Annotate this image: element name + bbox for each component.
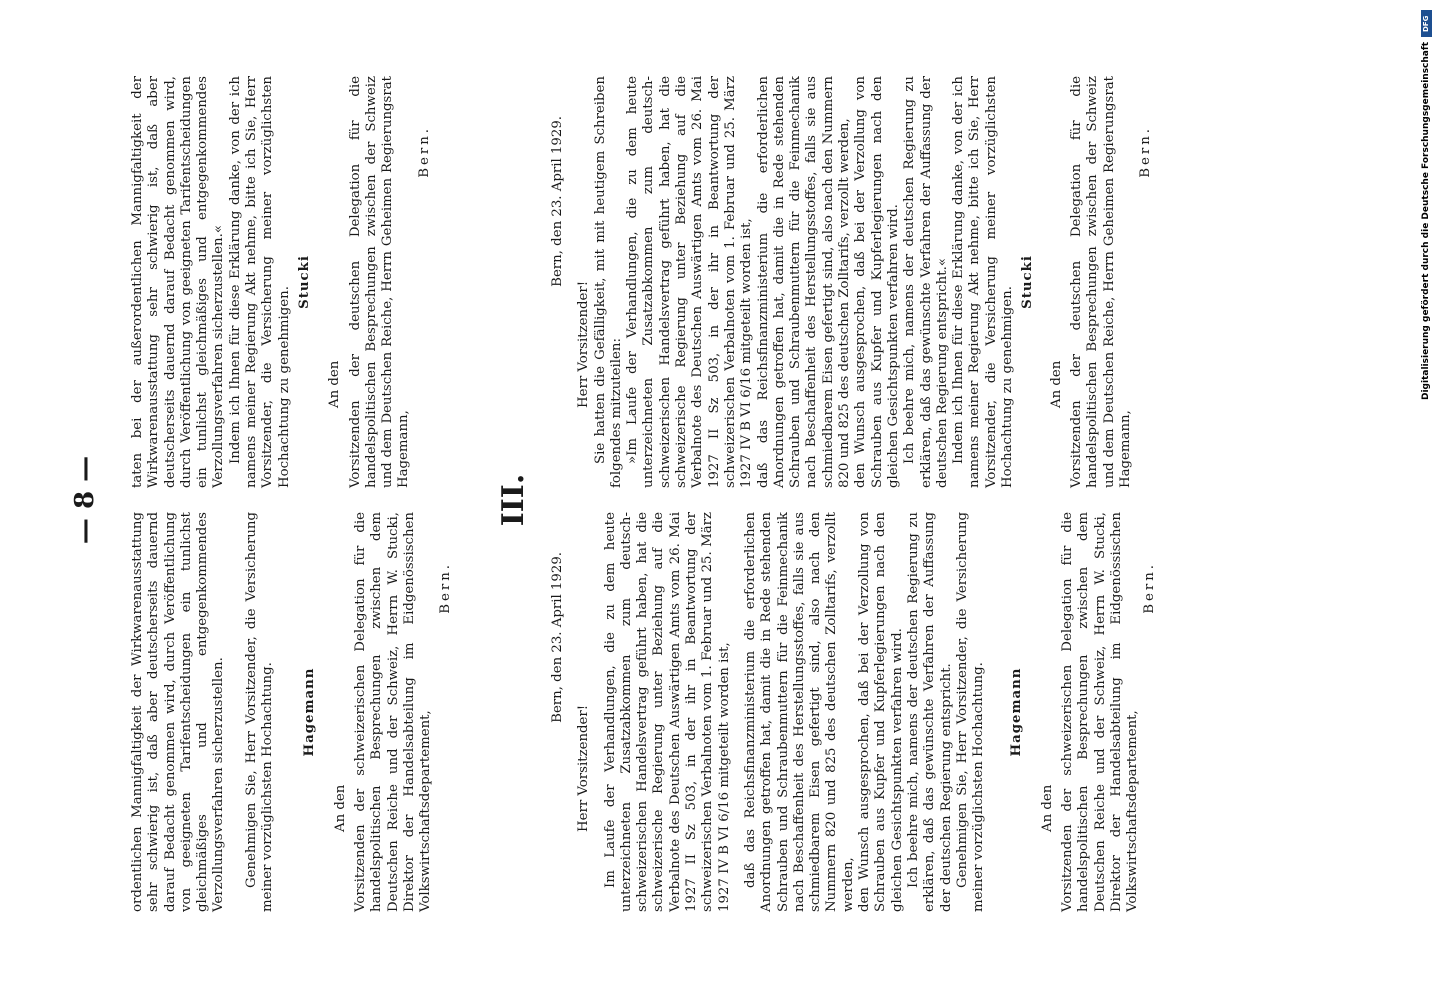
right-section2-city: Bern. [1138,126,1154,178]
left-section2-closing: Genehmigen Sie, Herr Vorsitzender, die Versicherung meiner vorzüglichsten Hochachtung. [954,512,987,912]
right-section2-body: Sie hatten die Gefälligkeit, mit mit heutigem Schreiben folgendes mitzuteilen: [592,76,624,488]
left-section1-block [130,512,455,912]
right-section1-block [130,76,433,488]
left-section2-body: Im Laufe der Verhandlungen, die zu dem heute unterzeichneten Zusatzabkommen zum deutsch-schweizerischen Handelsvertrag geführt haben, hat die schweizerische Regierung unter Beziehung auf die Verbalnote des Deutschen Auswärtigen Amts vom 26. Mai 1927 II Sz 503, in der ihr in Beantwortung der schweizerischen Verbalnoten vom 1. Februar und 25. März 1927 IV B VI 6/16 mitgeteilt worden ist, [602,512,732,912]
right-section1-signature: Stucki [296,255,312,309]
left-section2-signature: Hagemann [1009,667,1025,757]
right-section2-addressee: Vorsitzenden der deutschen Delegation für die handelspolitischen Besprechungen zwischen der Schweiz und dem Deutschen Reiche, Herrn Geheimen Regierungsrat Hagemann, [1068,76,1133,488]
left-section2-body2: daß das Reichsfinanzministerium die erforderlichen Anordnungen getroffen hat, damit die in Rede stehenden Schrauben und Schraubenmuttern für die Feinmechanik nach Beschaffenheit des Herstellungsstoffes, falls sie aus schmiedbarem Eisen gefertigt sind, also nach den Nummern 820 und 825 des deutschen Zolltarifs, verzollt werden, [742,512,856,912]
right-section2-block [550,76,1154,488]
right-section1-addressee: Vorsitzenden der deutschen Delegation für die handelspolitischen Besprechungen zwischen der Schweiz und dem Deutschen Reiche, Herrn Geheimen Regierungsrat Hagemann, [347,76,412,488]
left-section1-address-label: An den [332,784,348,832]
left-section1-city: Bern. [438,562,454,614]
right-section2-closing: Indem ich Ihnen für diese Erklärung danke, von der ich namens meiner Regierung Akt nehme, bitte ich Sie, Herr Vorsitzender, die Versicherung meiner vorzüglichsten Hochachtung zu genehmigen. [951,76,1016,488]
right-section1-closing: Indem ich Ihnen für diese Erklärung danke, von der ich namens meiner Regierung Akt nehme, bitte ich Sie, Herr Vorsitzender, die Versicherung meiner vorzüglichsten Hochachtung zu genehmigen. [227,76,292,488]
left-section1-signature: Hagemann [302,667,318,757]
dfg-logo-badge: DFG [1421,10,1432,37]
right-section1-text: taten bei der außerordentlichen Mannigfaltigkeit der Wirkwarenausstattung sehr schwierig ist, daß aber deutscherseits dauernd darauf Bedacht genommen wird, durch Veröffentlichung von geeigneten Tarifentscheidungen ein tunlichst gleichmäßiges und entgegenkommendes Verzollungsverfahren sicherzustellen.« [130,76,227,488]
right-section1-city: Bern. [416,126,432,178]
section-numeral: III. [496,473,531,527]
left-section1-text: ordentlichen Mannigfaltigkeit der Wirkwarenausstattung sehr schwierig ist, daß aber deutscherseits dauernd darauf Bedacht genommen wird, durch Veröffentlichung von geeigneten Tarifentscheidungen ein tunlichst gleichmäßiges und entgegenkommendes Verzollungsverfahren sicherzustellen. [130,512,227,912]
left-section2-body3: den Wunsch ausgesprochen, daß bei der Verzollung von Schrauben aus Kupfer und Kupferlegierungen nach den gleichen Gesichtspunkten verfahren wird. [857,512,905,912]
left-section2-salutation: Herr Vorsitzender! [576,704,592,832]
left-section2-block [550,512,1158,912]
left-section2-dateline: Bern, den 23. April 1929. [550,552,565,723]
page-number: — 8 — [70,455,100,545]
right-section1-address-label: An den [327,360,343,408]
right-section2-dateline: Bern, den 23. April 1929. [550,116,565,287]
right-section2-signature: Stucki [1020,255,1036,309]
right-section2-body4: den Wunsch ausgesprochen, daß bei der Verzollung von Schrauben aus Kupfer und Kupferlegierungen nach den gleichen Gesichtspunkten verfahren wird. [853,76,901,488]
right-section2-body3: daß das Reichsfinanzministerium die erforderlichen Anordnungen getroffen hat, damit die in Rede stehenden Schrauben und Schraubenmuttern für die Feinmechanik nach Beschaffenheit des Herstellungsstoffes, falls sie aus schmiedbarem Eisen gefertigt sind, also nach den Nummern 820 und 825 des deutschen Zolltarifs, verzollt werden, [755,76,853,488]
right-section2-body5: Ich beehre mich, namens der deutschen Regierung zu erklären, daß das gewünschte Verfahren der Auffassung der deutschen Regierung entspricht.« [902,76,950,488]
left-section1-addressee: Vorsitzenden der schweizerischen Delegation für die handelspolitischen Besprechungen zwischen dem Deutschen Reiche und der Schweiz, Herrn W. Stucki, Direktor der Handelsabteilung im Eidgenössischen Volkswirtschaftsdepartement, [352,512,434,912]
right-section2-body2: »Im Laufe der Verhandlungen, die zu dem heute unterzeichneten Zusatzabkommen zum deutsch-schweizerischen Handelsvertrag geführt haben, hat die schweizerische Regierung unter Beziehung auf die Verbalnote des Deutschen Auswärtigen Amts vom 26. Mai 1927 II Sz 503, in der ihr in Beantwortung der schweizerischen Verbalnoten vom 1. Februar und 25. März 1927 IV B VI 6/16 mitgeteilt worden ist, [625,76,755,488]
right-section2-salutation: Herr Vorsitzender! [576,280,592,408]
left-section2-addressee: Vorsitzenden der schweizerischen Delegation für die handelspolitischen Besprechungen zwischen dem Deutschen Reiche und der Schweiz, Herrn W. Stucki, Direktor der Handelsabteilung im Eidgenössischen Volkswirtschaftsdepartement, [1060,512,1141,912]
left-section2-body4: Ich beehre mich, namens der deutschen Regierung zu erklären, daß das gewünschte Verfahren der Auffassung der deutschen Regierung entspricht. [905,512,954,912]
left-section1-closing: Genehmigen Sie, Herr Vorsitzender, die Versicherung meiner vorzüglichsten Hochachtung. [243,512,276,912]
left-section2-city: Bern. [1141,562,1157,614]
left-section2-address-label: An den [1039,784,1055,832]
right-section2-address-label: An den [1048,360,1064,408]
dfg-funding-note: Digitalisierung gefördert durch die Deutsche Forschungsgemeinschaft [1421,41,1431,400]
